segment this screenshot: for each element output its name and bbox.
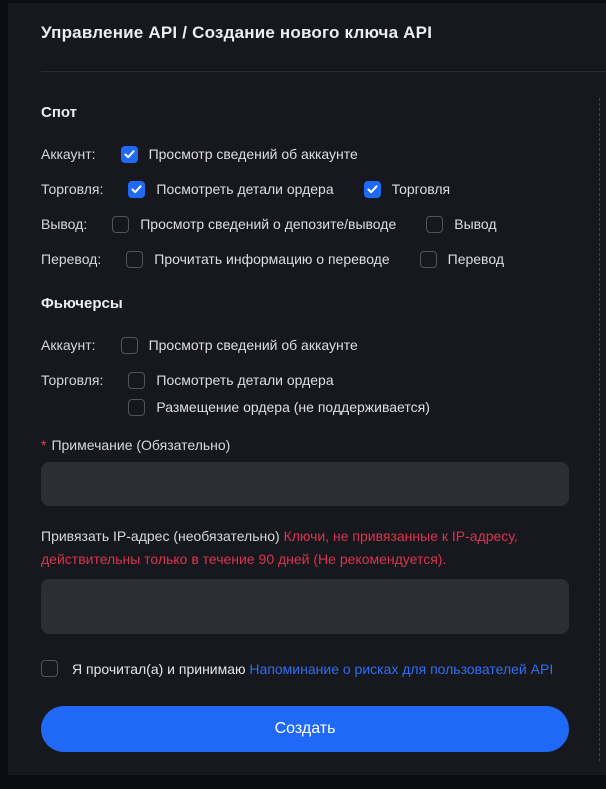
checkbox-unchecked-icon[interactable] [112, 216, 129, 233]
note-input[interactable] [41, 462, 569, 506]
agreement-checkbox[interactable] [41, 660, 58, 677]
checkbox-checked-icon[interactable] [128, 181, 145, 198]
permission-row [41, 180, 569, 198]
permission-category-label: Перевод: [41, 251, 102, 267]
header-divider [41, 71, 606, 72]
checkbox-unchecked-icon[interactable] [126, 251, 143, 268]
checkbox-unchecked-icon[interactable] [121, 337, 138, 354]
section-title-spot: Спот [41, 104, 78, 121]
section-title-futures: Фьючерсы [41, 295, 123, 312]
ip-warning-text: Ключи, не привязанные к IP-адресу, действительны только в течение 90 дней (Не рекомендуется). [41, 528, 518, 567]
agreement-text [72, 661, 553, 677]
permission-option[interactable] [121, 336, 358, 354]
permission-option-label: Вывод [454, 216, 497, 232]
ip-address-textarea[interactable] [41, 579, 569, 634]
agreement-row[interactable] [41, 660, 569, 677]
permission-option-label: Просмотр сведений об аккаунте [148, 146, 358, 162]
note-label-row [41, 437, 569, 453]
permission-category-label: Торговля: [41, 372, 104, 388]
checkbox-checked-icon[interactable] [364, 181, 381, 198]
dashed-right-border [599, 98, 600, 761]
ip-label-block [41, 525, 581, 571]
create-button[interactable]: Создать [41, 706, 569, 752]
required-asterisk: * [41, 437, 47, 453]
permission-option[interactable] [112, 215, 396, 233]
checkbox-unchecked-icon[interactable] [128, 372, 145, 389]
page-title: Управление API / Создание нового ключа API [41, 23, 433, 42]
permission-option[interactable] [128, 398, 430, 416]
permission-row [41, 371, 569, 416]
checkbox-unchecked-icon[interactable] [128, 399, 145, 416]
permission-options [128, 371, 430, 416]
permission-option[interactable] [128, 371, 430, 389]
api-risk-reminder-link[interactable]: Напоминание о рисках для пользователей API [249, 660, 554, 677]
permission-option-label: Просмотр сведений об аккаунте [148, 337, 358, 353]
checkbox-checked-icon[interactable] [121, 146, 138, 163]
permission-row [41, 336, 569, 354]
permission-option[interactable] [126, 250, 389, 268]
permission-category-label: Вывод: [41, 216, 88, 232]
permission-option[interactable] [121, 145, 358, 163]
permission-option-label: Посмотреть детали ордера [156, 372, 334, 388]
permission-option[interactable] [426, 215, 496, 233]
permission-option[interactable] [128, 180, 333, 198]
permission-options [121, 145, 358, 163]
permission-option-label: Торговля [391, 181, 451, 197]
permission-category-label: Аккаунт: [41, 337, 96, 353]
permission-option-label: Размещение ордера (не поддерживается) [156, 399, 430, 415]
ip-bind-label: Привязать IP-адрес (необязательно) [41, 528, 284, 544]
permission-option-label: Перевод [447, 251, 504, 267]
futures-permission-rows [41, 336, 569, 416]
create-api-key-panel [8, 3, 606, 775]
agreement-text-plain: Я прочитал(а) и принимаю [72, 660, 250, 677]
checkbox-unchecked-icon[interactable] [426, 216, 443, 233]
permission-option[interactable] [364, 180, 450, 198]
permission-options [121, 336, 358, 354]
checkbox-unchecked-icon[interactable] [420, 251, 437, 268]
permission-options [126, 250, 504, 268]
permission-row [41, 215, 569, 233]
permission-row [41, 145, 569, 163]
spot-permission-rows [41, 145, 569, 268]
permission-option-label: Прочитать информацию о переводе [154, 251, 390, 267]
permission-category-label: Торговля: [41, 181, 104, 197]
permission-options [112, 215, 496, 233]
permission-option-label: Просмотр сведений о депозите/выводе [140, 216, 397, 232]
permission-option-label: Посмотреть детали ордера [156, 181, 334, 197]
note-label: Примечание (Обязательно) [51, 437, 231, 453]
permission-option[interactable] [420, 250, 504, 268]
permission-options [128, 180, 450, 198]
permission-category-label: Аккаунт: [41, 146, 96, 162]
permission-row [41, 250, 569, 268]
